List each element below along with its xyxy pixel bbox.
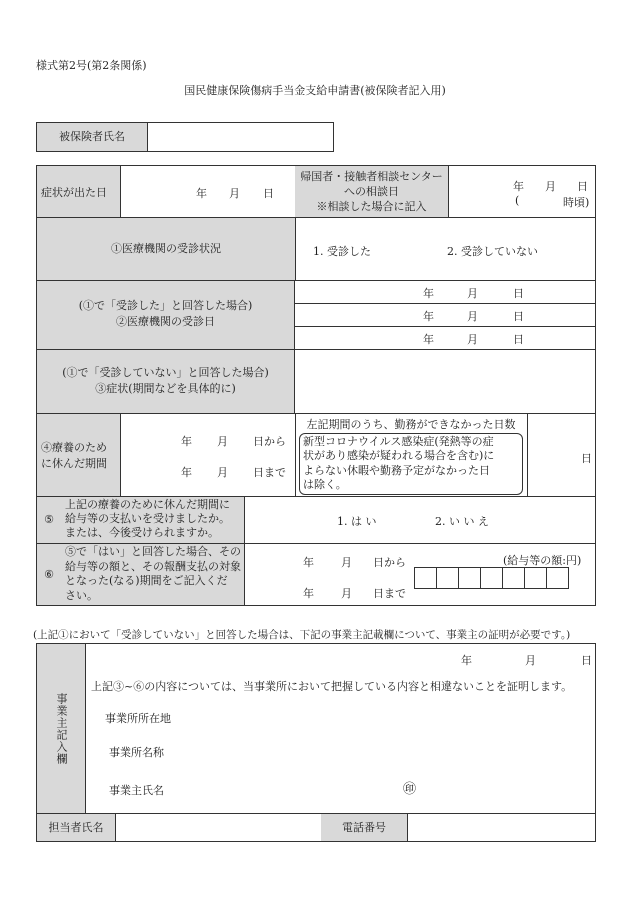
staff-label: 担当者氏名: [37, 814, 116, 841]
month-label: 月: [467, 310, 478, 323]
year-label: 年: [423, 310, 434, 323]
form-number: 様式第2号(第2条関係): [36, 59, 147, 72]
day-label: 日: [577, 180, 588, 193]
year-label: 年: [423, 287, 434, 300]
insured-name-field[interactable]: [148, 123, 333, 151]
insured-name-row: [36, 122, 334, 152]
amount-digit-box[interactable]: [524, 567, 547, 589]
year-label: 年: [303, 587, 314, 600]
employer-side-text: 事業主記入欄: [55, 692, 68, 765]
q6-label-line2: 給与等の額と、その報酬支払の対象: [65, 559, 241, 573]
year-label: 年: [181, 435, 192, 448]
q2-row: [36, 280, 596, 350]
amount-boxes[interactable]: [415, 567, 569, 589]
q5-row: [36, 496, 596, 544]
q4-note-line5: は除く。: [303, 478, 347, 491]
day-label: 日: [581, 654, 592, 667]
year-label: 年: [303, 556, 314, 569]
amount-digit-box[interactable]: [502, 567, 525, 589]
from-label: 日から: [253, 435, 286, 448]
amount-digit-box[interactable]: [458, 567, 481, 589]
day-label: 日: [263, 187, 274, 200]
q3-label: [37, 350, 295, 413]
q4-note: [295, 414, 528, 496]
day-label: 日: [513, 310, 524, 323]
q2-label-line2: ②医療機関の受診日: [116, 315, 215, 328]
q4-days-field[interactable]: [527, 414, 595, 496]
q4-note-line4: よらない休暇や勤務予定がなかった日: [303, 463, 490, 477]
month-label: 月: [545, 180, 556, 193]
month-label: 月: [217, 435, 228, 448]
from-label: 日から: [373, 556, 406, 569]
q6-label-line4: さい。: [65, 588, 98, 602]
q6-label-line1: ⑤で「はい」と回答した場合、その: [65, 545, 241, 558]
month-label: 月: [467, 287, 478, 300]
symptom-row: [36, 165, 596, 218]
phone-field[interactable]: [407, 814, 595, 841]
q4-note-line1: 左記期間のうち、勤務ができなかった日数: [306, 418, 516, 431]
year-label: 年: [461, 654, 472, 667]
phone-label: 電話番号: [321, 814, 408, 841]
q2-label-line1: (①で「受診した」と回答した場合): [78, 299, 253, 312]
consult-label-line1: 帰国者・接触者相談センター: [300, 170, 443, 183]
q4-note-line3: 状があり感染が疑われる場合を含む)に: [303, 449, 495, 462]
contact-row: [36, 813, 596, 842]
amount-digit-box[interactable]: [546, 567, 569, 589]
employer-address-field[interactable]: [187, 704, 587, 728]
employer-address-label: 事業所所在地: [105, 712, 171, 725]
q5-label: [61, 497, 245, 543]
q1-row: [36, 217, 596, 281]
year-label: 年: [196, 187, 207, 200]
days-unit: 日: [581, 452, 592, 465]
symptom-date-field[interactable]: [121, 166, 296, 217]
employer-name-label: 事業所名称: [109, 746, 164, 759]
until-label: 日まで: [253, 466, 286, 479]
amount-label: (給与等の額:円): [503, 554, 582, 567]
month-label: 月: [217, 466, 228, 479]
amount-digit-box[interactable]: [480, 567, 503, 589]
time-open: (: [515, 194, 520, 207]
month-label: 月: [467, 333, 478, 346]
q2-date-2[interactable]: [295, 304, 595, 327]
consult-label-line2: への相談日: [344, 185, 399, 198]
year-label: 年: [513, 180, 524, 193]
amount-digit-box[interactable]: [414, 567, 437, 589]
q5-label-line3: または、今後受けられますか。: [65, 526, 219, 539]
employer-owner-field[interactable]: [187, 776, 397, 800]
employer-side-label: [37, 644, 86, 813]
q5-label-line1: 上記の療養のために休んだ期間に: [65, 498, 230, 511]
consult-label: [295, 166, 449, 217]
q2-date-3[interactable]: [295, 327, 595, 349]
employer-section: [36, 643, 596, 814]
year-label: 年: [423, 333, 434, 346]
q1-option-yes[interactable]: 1. 受診した: [313, 245, 371, 258]
consult-label-line3: ※相談した場合に記入: [316, 200, 427, 213]
consult-date-field[interactable]: [449, 166, 595, 217]
month-label: 月: [525, 654, 536, 667]
page-title: 国民健康保険傷病手当金支給申請書(被保険者記入用): [184, 84, 446, 97]
q3-row: [36, 349, 596, 414]
q6-row: [36, 543, 596, 606]
q6-fields: [245, 544, 595, 605]
q5-label-line2: 給与等の支払いを受けましたか。: [65, 512, 230, 525]
q6-label: [61, 544, 245, 605]
q6-number: ⑥: [37, 544, 62, 605]
q2-label: [37, 281, 295, 349]
q4-note-line2: 新型コロナウイルス感染症(発熱等の症: [303, 434, 494, 448]
q5-option-no[interactable]: 2. い い え: [435, 515, 489, 528]
q3-label-line2: ③症状(期間などを具体的に): [95, 382, 236, 395]
day-label: 日: [513, 287, 524, 300]
month-label: 月: [341, 587, 352, 600]
q3-symptom-field[interactable]: [295, 350, 595, 413]
q1-option-no[interactable]: 2. 受診していない: [447, 245, 538, 258]
q4-label-line1: ④療養のため: [41, 441, 107, 454]
q1-label: ①医療機関の受診状況: [37, 218, 296, 280]
employer-owner-label: 事業主氏名: [109, 784, 164, 797]
insured-name-label: 被保険者氏名: [37, 123, 148, 151]
q3-label-line1: (①で「受診していない」と回答した場合): [62, 366, 269, 379]
time-close: 時頃): [563, 196, 590, 209]
q4-row: [36, 413, 596, 497]
q4-label-line2: に休んだ期間: [41, 457, 107, 470]
seal-icon: ㊞: [403, 782, 417, 797]
q5-option-yes[interactable]: 1. は い: [337, 515, 377, 528]
month-label: 月: [229, 187, 240, 200]
employer-name-field[interactable]: [187, 738, 587, 762]
q4-note-bracket: [299, 433, 523, 495]
q6-label-line3: となった(なる)期間をご記入くだ: [65, 574, 228, 587]
amount-digit-box[interactable]: [436, 567, 459, 589]
month-label: 月: [341, 556, 352, 569]
employer-note: (上記①において「受診していない」と回答した場合は、下記の事業主記載欄について、事業主の証明が必要です。): [33, 629, 571, 641]
q5-number: ⑤: [37, 497, 62, 543]
day-label: 日: [513, 333, 524, 346]
q2-date-1[interactable]: [295, 281, 595, 304]
q4-label: [37, 414, 121, 496]
staff-name-field[interactable]: [115, 814, 322, 841]
year-label: 年: [181, 466, 192, 479]
employer-certify: 上記③~⑥の内容については、当事業所において把握している内容と相違ないことを証明します。: [91, 680, 573, 693]
symptom-date-label: 症状が出た日: [37, 166, 121, 217]
q4-period-field[interactable]: [121, 414, 296, 496]
until-label: 日まで: [373, 587, 406, 600]
